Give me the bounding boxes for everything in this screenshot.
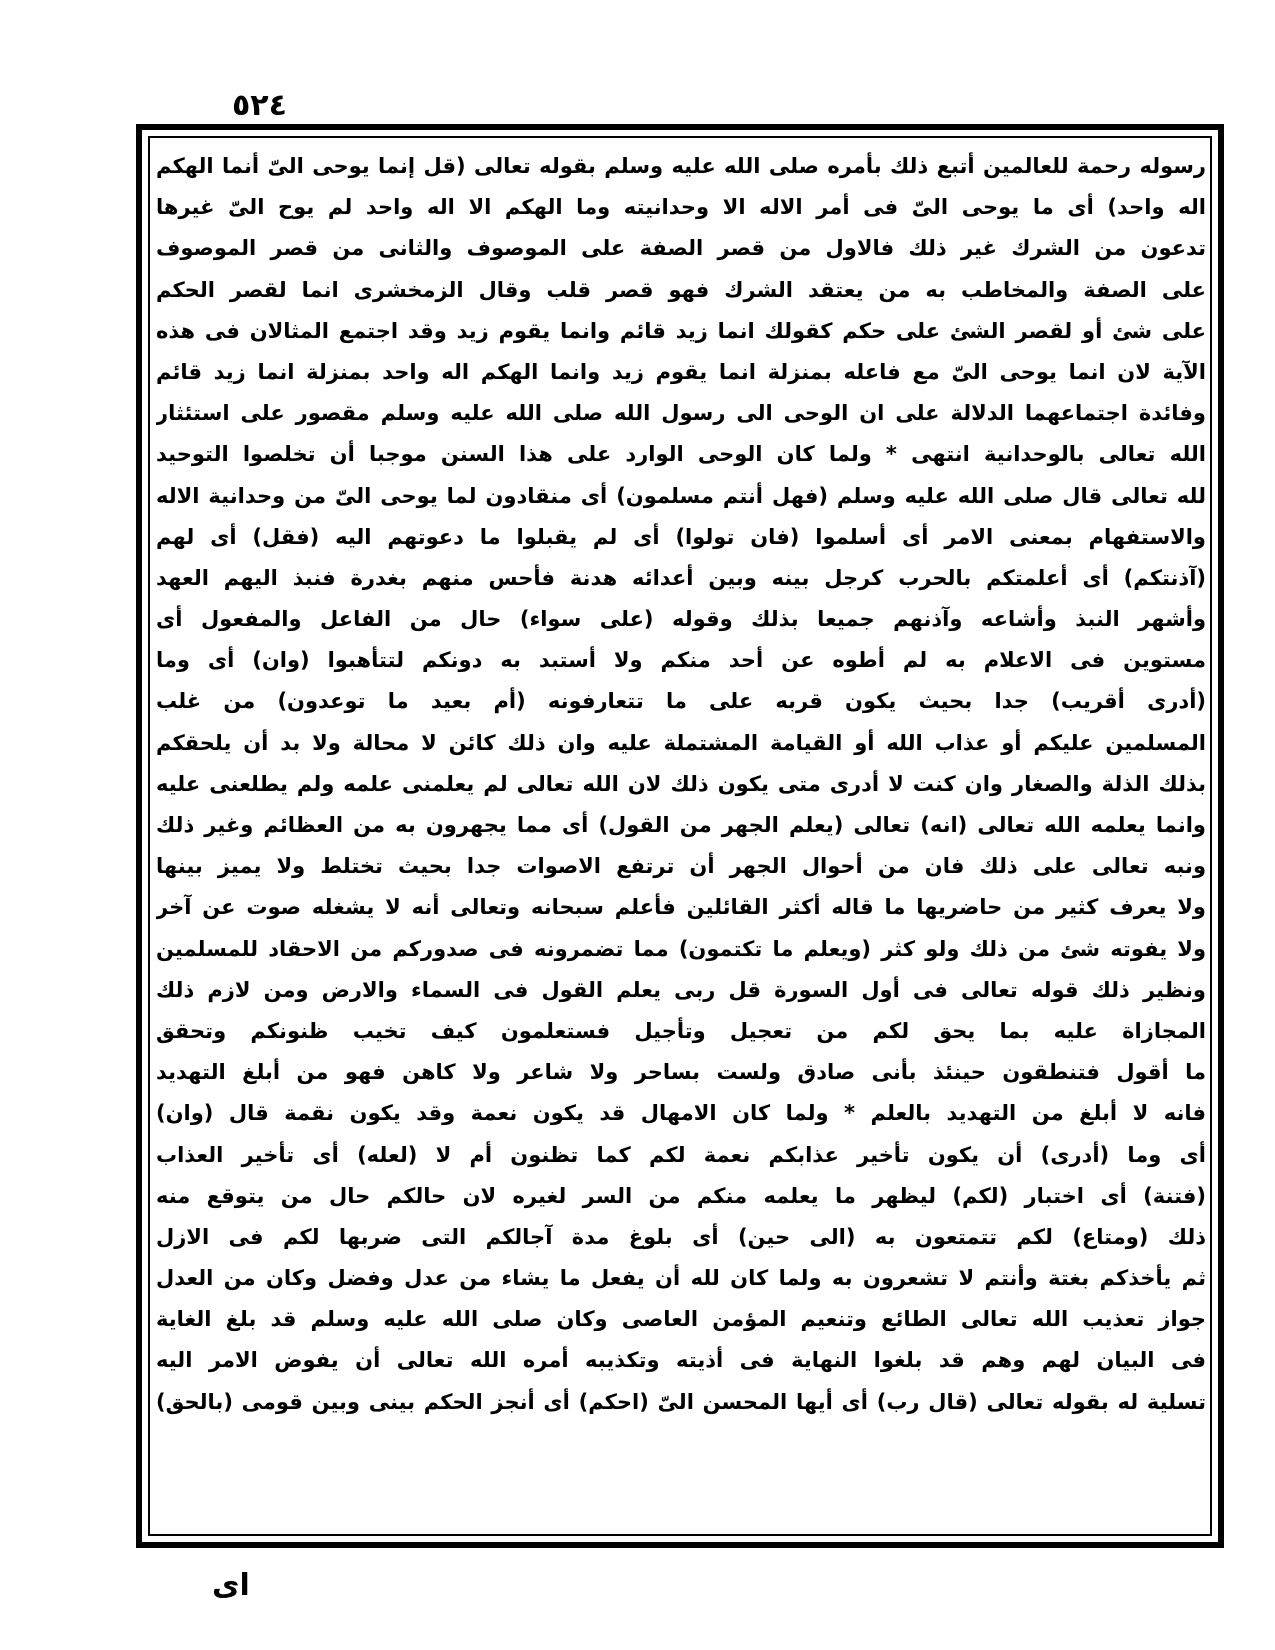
text-line: مستوين فى الاعلام به لم أطوه عن أحد منكم ولا أستبد به دونكم لتتأهبوا (وان) أى وما: [156, 648, 1206, 673]
text-line: على الصفة والمخاطب به من يعتقد الشرك فهو قصر قلب وقال الزمخشرى انما لقصر الحكم: [156, 277, 1206, 302]
text-line: رسوله رحمة للعالمين أتبع ذلك بأمره صلى الله عليه وسلم بقوله تعالى (قل إنما يوحى الىّ أنما الهكم: [156, 154, 1206, 178]
text-line: وأشهر النبذ وأشاعه وآذنهم جميعا بذلك وقوله (على سواء) حال من الفاعل والمفعول أى: [156, 607, 1206, 632]
text-line: ولا يفوته شئ من ذلك ولو كثر (ويعلم ما تكتمون) مما تضمرونه فى صدوركم من الاحقاد للمسلمين: [156, 936, 1206, 961]
text-line: والاستفهام بمعنى الامر أى أسلموا (فان تولوا) أى لم يقبلوا ما دعوتهم اليه (فقل) أى لهم: [156, 524, 1206, 549]
text-line: تسلية له بقوله تعالى (قال رب) أى أيها المحسن الىّ (احكم) أى أنجز الحكم بينى وبين قومى (بالحق): [156, 1389, 1206, 1414]
text-line: ما أقول فتنطقون حينئذ بأنى صادق ولست بساحر ولا شاعر ولا كاهن فهو من أبلغ التهديد: [156, 1060, 1206, 1085]
text-line: لله تعالى قال صلى الله عليه وسلم (فهل أنتم مسلمون) أى منقادون لما يوحى الىّ من وحدانية الاله: [156, 483, 1206, 508]
text-line: وانما يعلمه الله تعالى (انه) تعالى (يعلم الجهر من القول) أى مما يجهرون به من العظائم وغير ذلك: [156, 813, 1206, 837]
text-line: تدعون من الشرك غير ذلك فالاول من قصر الصفة على الموصوف والثانى من قصر الموصوف: [156, 236, 1206, 261]
text-line: وفائدة اجتماعهما الدلالة على ان الوحى الى رسول الله صلى الله عليه وسلم مقصور على استئثار: [156, 401, 1206, 426]
text-line: الآية لان انما يوحى الىّ مع فاعله بمنزلة انما يقوم زيد وانما الهكم اله واحد بمنزلة انما زيد قائم: [156, 359, 1206, 384]
text-line: ثم يأخذكم بغتة وأنتم لا تشعرون به ولما كان لله أن يفعل ما يشاء من عدل وفضل وكان من العدل: [156, 1266, 1206, 1291]
text-line: (فتنة) أى اختبار (لكم) ليظهر ما يعلمه منكم من السر لغيره لان حالكم حال من يتوقع منه: [156, 1183, 1206, 1208]
text-line: ولا يعرف كثير من حاضريها ما قاله أكثر القائلين فأعلم سبحانه وتعالى أنه لا يشغله صوت عن آخر: [156, 895, 1206, 920]
text-line: المجازاة عليه بما يحق لكم من تعجيل وتأجيل فستعلمون كيف تخيب ظنونكم وتحقق: [156, 1018, 1206, 1043]
text-line: الله تعالى بالوحدانية انتهى * ولما كان الوحى الوارد على هذا السنن موجبا أن تخلصوا التوحيد: [156, 442, 1206, 467]
text-line: فى البيان لهم وهم قد بلغوا النهاية فى أذيته وتكذيبه أمره الله تعالى أن يفوض الامر اليه: [156, 1348, 1206, 1373]
text-line: ونظير ذلك قوله تعالى فى أول السورة قل ربى يعلم القول فى السماء والارض ومن لازم ذلك: [156, 977, 1206, 1002]
text-line: بذلك الذلة والصغار وان كنت لا أدرى متى يكون ذلك لان الله تعالى لم يعلمنى علمه ولم يطلعنى عليه: [156, 771, 1206, 796]
text-line: على شئ أو لقصر الشئ على حكم كقولك انما زيد قائم وانما يقوم زيد وقد اجتمع المثالان فى هذه: [156, 318, 1206, 343]
text-line: ذلك (ومتاع) لكم تتمتعون به (الى حين) أى بلوغ مدة آجالكم التى ضربها لكم فى الازل: [156, 1224, 1206, 1249]
text-line: أى وما (أدرى) أن يكون تأخير عذابكم نعمة لكم كما تظنون أم لا (لعله) أى تأخير العذاب: [156, 1142, 1206, 1167]
text-body: [156, 146, 1206, 1526]
text-line: فانه لا أبلغ من التهديد بالعلم * ولما كان الامهال قد يكون نعمة وقد يكون نقمة قال (وان): [156, 1101, 1206, 1126]
page-number: ٥٢٤: [232, 88, 287, 123]
text-line: جواز تعذيب الله تعالى الطائع وتنعيم المؤمن العاصى وكان صلى الله عليه وسلم قد بلغ الغاية: [156, 1307, 1206, 1332]
text-line: اله واحد) أى ما يوحى الىّ فى أمر الاله الا وحدانيته وما الهكم الا اله واحد لم يوح الىّ غيرها: [156, 195, 1206, 220]
text-line: ونبه تعالى على ذلك فان من أحوال الجهر أن ترتفع الاصوات جدا بحيث تختلط ولا يميز بينها: [156, 854, 1206, 879]
catchword: اى: [212, 1568, 250, 1603]
text-line: المسلمين عليكم أو عذاب الله أو القيامة المشتملة عليه وان ذلك كائن لا محالة ولا بد أن يلحقكم: [156, 730, 1206, 755]
text-line: (أدرى أقريب) جدا بحيث يكون قربه على ما تتعارفونه (أم بعيد ما توعدون) من غلب: [156, 689, 1206, 714]
text-line: (آذنتكم) أى أعلمتكم بالحرب كرجل بينه وبين أعدائه هدنة فأحس منهم بغدرة فنبذ اليهم العهد: [156, 565, 1206, 590]
